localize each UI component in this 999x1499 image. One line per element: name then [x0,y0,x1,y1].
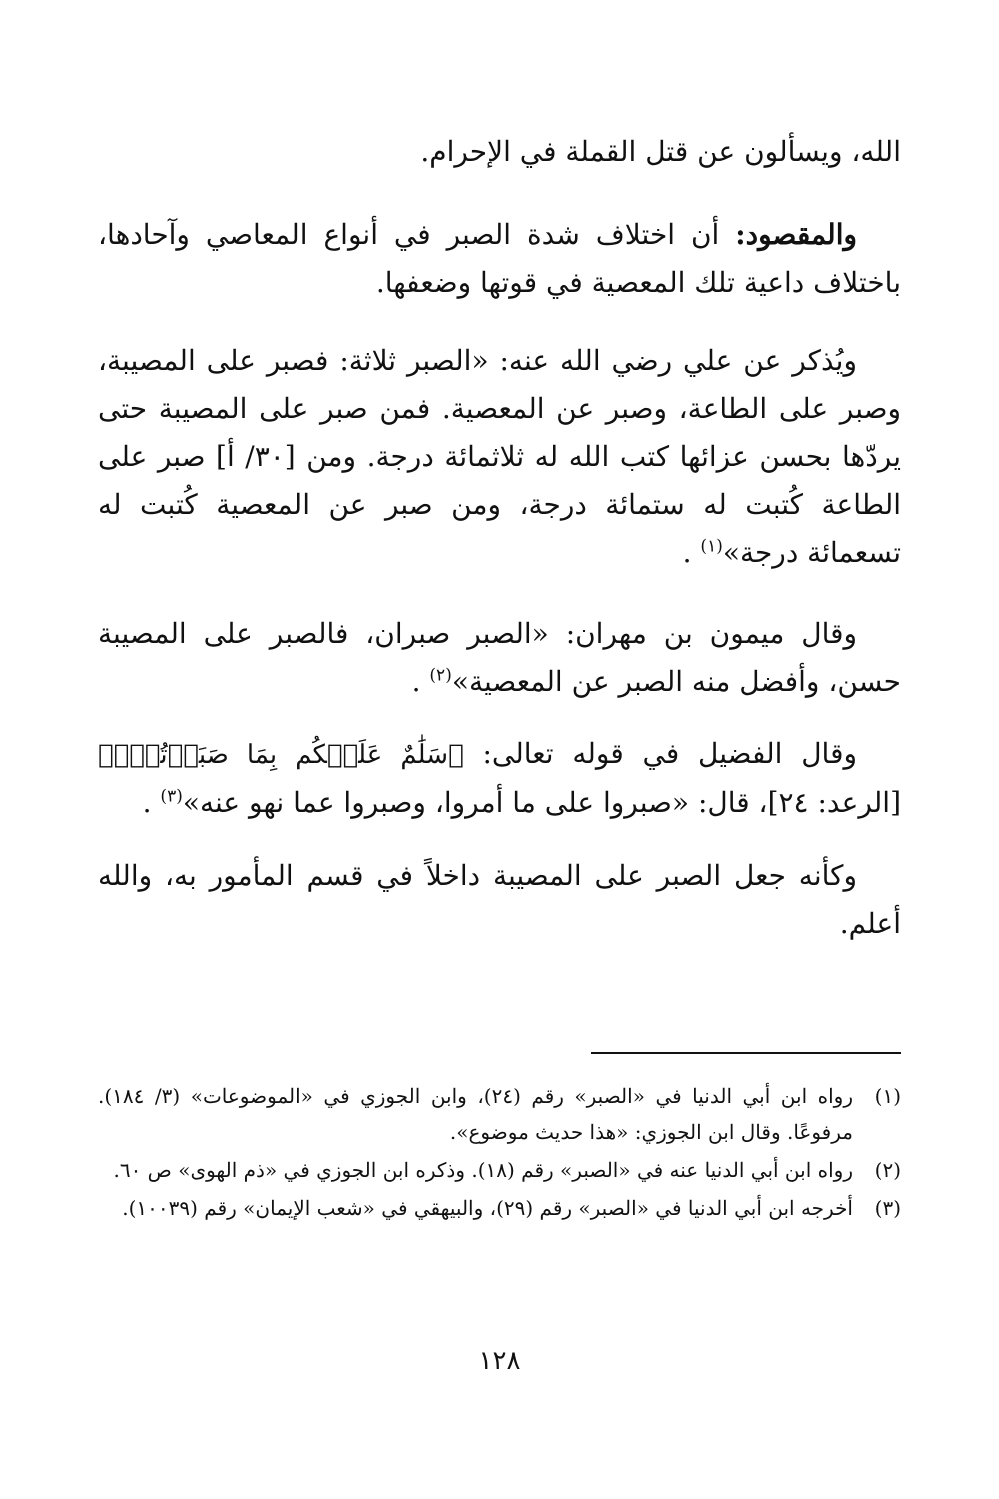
footnote-item [98,1190,901,1226]
paragraph-end: . [411,665,421,698]
paragraph-maymun-quote [98,610,901,706]
paragraph-end: . [142,786,152,819]
paragraph-body: ويُذكر عن علي رضي الله عنه: «الصبر ثلاثة: فصبر على المصيبة، وصبر على الطاعة، وصبر عن المعصية. فمن صبر على المصيبة حتى يردّها بحسن عزائها كتب الله له ثلاثمائة درجة. ومن [٣٠/ أ] صبر على الطاعة كُتبت له ستمائة درجة، ومن صبر عن المعصية كُتبت له تسعمائة درجة» [98,344,902,569]
footnotes-section [98,1078,901,1228]
paragraph-end: . [682,536,692,569]
footnote-number: (٣) [874,1196,901,1220]
paragraph-ali-quote [98,337,901,577]
footnote-text: رواه ابن أبي الدنيا في «الصبر» رقم (٢٤)، وابن الجوزي في «الموضوعات» (٣/ ١٨٤). مرفوعًا. وقال ابن الجوزي: «هذا حديث موضوع». [98,1084,853,1144]
verse-reference: [الرعد: ٢٤]، قال: «صبروا على ما أمروا، وصبروا عما نهو عنه» [182,786,901,819]
footnote-item [98,1152,901,1188]
paragraph-text [98,211,901,307]
paragraph-text: الله، ويسألون عن قتل القملة في الإحرام. [420,135,901,168]
paragraph-text [98,610,901,706]
paragraph-body: وقال الفضيل في قوله تعالى: [463,737,857,770]
paragraph-lead-term: والمقصود: [735,218,857,251]
footnote-text: رواه ابن أبي الدنيا عنه في «الصبر» رقم (١٨). وذكره ابن الجوزي في «ذم الهوى» ص ٦٠. [113,1158,853,1182]
paragraph-conclusion [98,852,901,948]
paragraph-fudayl-quote [98,730,901,827]
footnote-number: (١) [874,1084,901,1108]
footnote-divider [591,1052,901,1054]
footnote-marker[interactable]: (٢) [429,665,452,686]
footnote-marker[interactable]: (٣) [160,786,183,807]
footnote-marker[interactable]: (١) [700,536,723,557]
paragraph-body: وقال ميمون بن مهران: «الصبر صبران، فالصبر على المصيبة حسن، وأفضل منه الصبر عن المعصية» [98,617,901,698]
paragraph-text [98,730,901,827]
paragraph-maqsud [98,211,901,307]
footnote-number: (٢) [874,1158,901,1182]
paragraph-text: وكأنه جعل الصبر على المصيبة داخلاً في قسم المأمور به، والله أعلم. [98,859,901,940]
paragraph-text [98,337,901,577]
paragraph-continuation [98,128,901,176]
paragraph-body: أن اختلاف شدة الصبر في أنواع المعاصي وآحادها، باختلاف داعية تلك المعصية في قوتها وضعفها. [98,218,901,299]
footnote-item [98,1078,901,1150]
footnote-text: أخرجه ابن أبي الدنيا في «الصبر» رقم (٢٩)، والبيهقي في «شعب الإيمان» رقم (١٠٠٣٩). [122,1196,853,1220]
quran-verse: ﴿سَلَٰمٌ عَلَيۡكُم بِمَا صَبَرۡتُمۡۚ﴾ [98,740,464,770]
page-number: ١٢٨ [478,1346,521,1376]
